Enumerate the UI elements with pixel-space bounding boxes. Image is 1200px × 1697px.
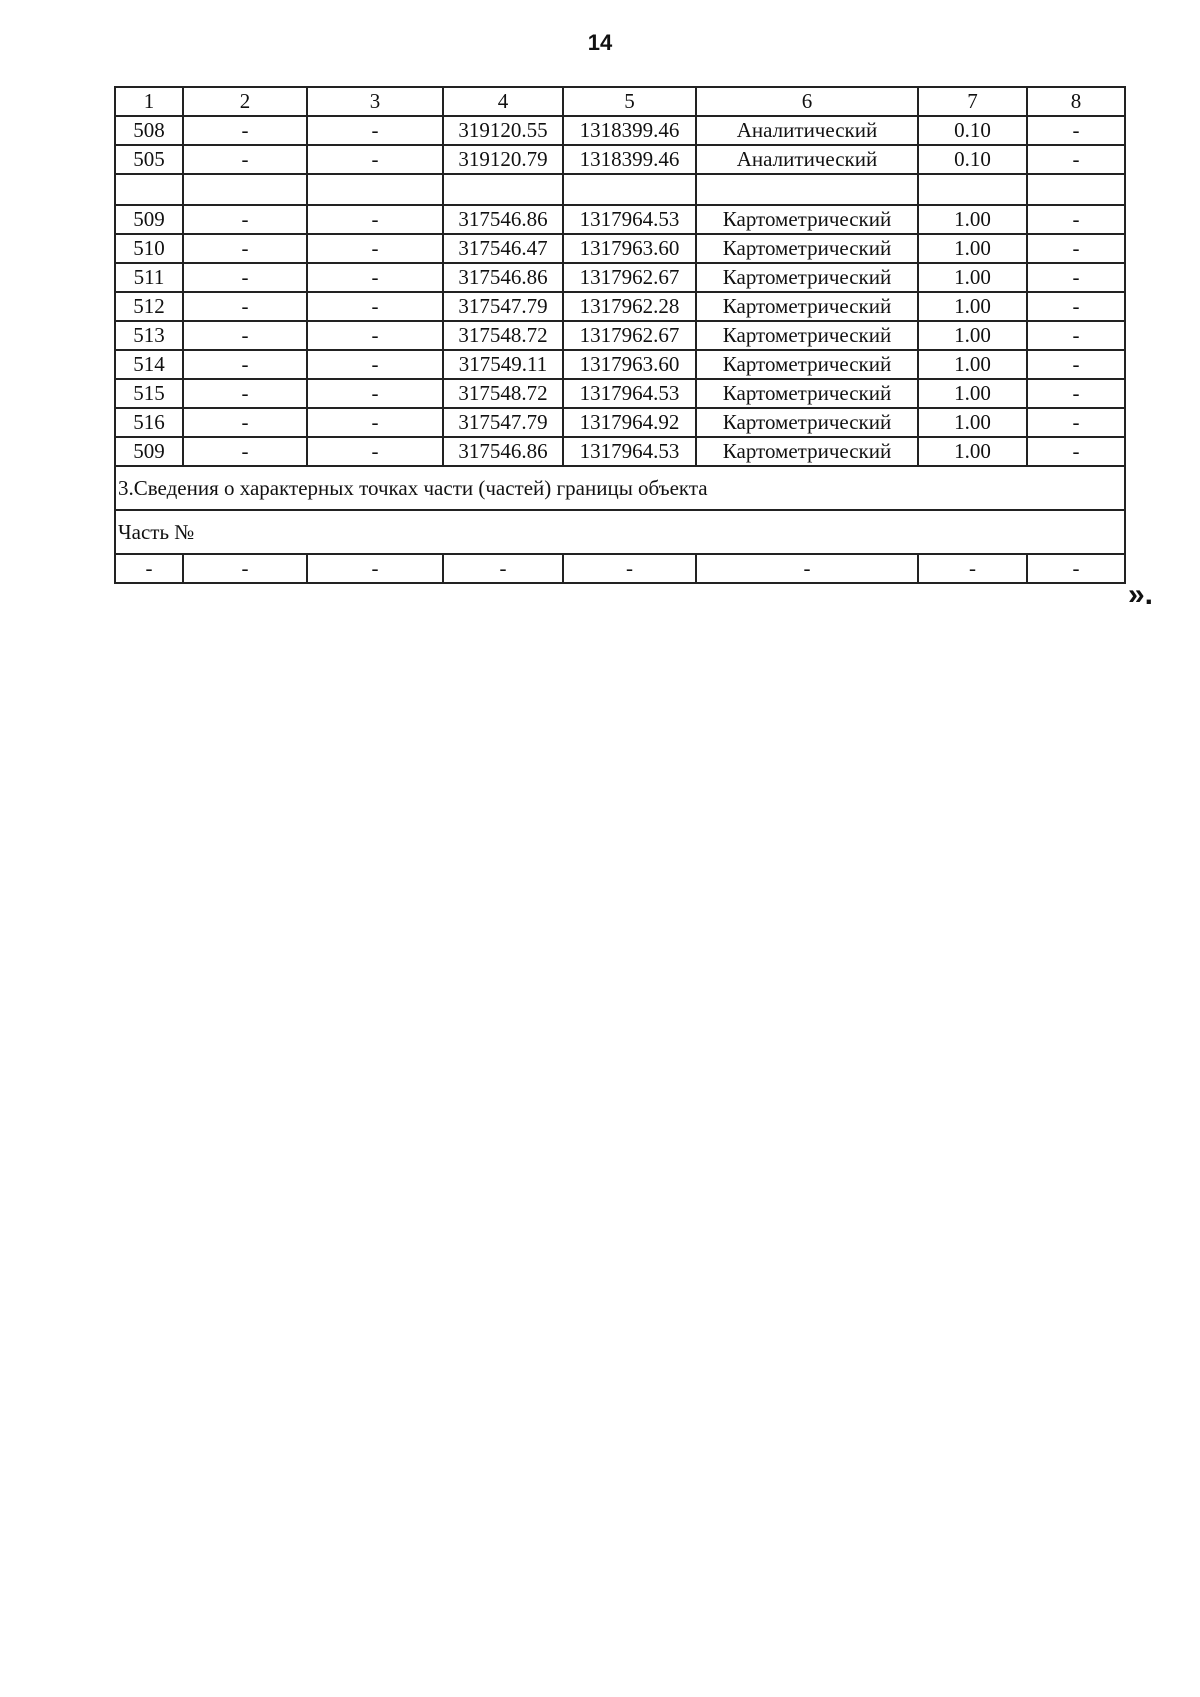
cell-col-8: - bbox=[1027, 145, 1125, 174]
cell-col-2: - bbox=[183, 145, 307, 174]
cell-accuracy: 1.00 bbox=[918, 205, 1027, 234]
cell-col-3: - bbox=[307, 350, 443, 379]
cell-coord-x: 319120.55 bbox=[443, 116, 563, 145]
table-row bbox=[115, 205, 1125, 234]
cell-method: Картометрический bbox=[696, 350, 918, 379]
cell-coord-y: 1318399.46 bbox=[563, 116, 696, 145]
cell-col-3: - bbox=[307, 116, 443, 145]
cell-point-number: 508 bbox=[115, 116, 183, 145]
cell-col-2: - bbox=[183, 437, 307, 466]
cell-point-number: 1 bbox=[115, 87, 183, 116]
cell-method: Картометрический bbox=[696, 408, 918, 437]
table-body bbox=[115, 87, 1125, 583]
cell-method: Картометрический bbox=[696, 205, 918, 234]
cell-col-2: - bbox=[183, 350, 307, 379]
table-header-row bbox=[115, 87, 1125, 116]
cell-point-number: 509 bbox=[115, 437, 183, 466]
cell-coord-x: 317548.72 bbox=[443, 379, 563, 408]
cell-col-3: - bbox=[307, 321, 443, 350]
cell-empty bbox=[696, 174, 918, 205]
cell-empty bbox=[307, 174, 443, 205]
cell-empty bbox=[443, 174, 563, 205]
cell-coord-x: 317549.11 bbox=[443, 350, 563, 379]
cell-col-8: - bbox=[1027, 350, 1125, 379]
cell-col-8: - bbox=[1027, 263, 1125, 292]
cell-col-2: - bbox=[183, 205, 307, 234]
cell-col-3: - bbox=[307, 263, 443, 292]
cell-col-2: - bbox=[183, 408, 307, 437]
part-label-row bbox=[115, 510, 1125, 554]
cell-point-number: 515 bbox=[115, 379, 183, 408]
cell-col-8: - bbox=[1027, 292, 1125, 321]
cell-coord-x: 317548.72 bbox=[443, 321, 563, 350]
cell-method: Картометрический bbox=[696, 379, 918, 408]
cell-coord-x: 317546.47 bbox=[443, 234, 563, 263]
cell-coord-y: 5 bbox=[563, 87, 696, 116]
cell-col-8: - bbox=[1027, 321, 1125, 350]
section-title-row-text: 3.Сведения о характерных точках части (частей) границы объекта bbox=[115, 466, 1125, 510]
cell-accuracy: 1.00 bbox=[918, 350, 1027, 379]
cell-col-3: - bbox=[307, 292, 443, 321]
cell-method: Картометрический bbox=[696, 263, 918, 292]
cell-empty bbox=[183, 174, 307, 205]
cell-point-number: - bbox=[115, 554, 183, 583]
cell-coord-x: 4 bbox=[443, 87, 563, 116]
cell-point-number: 510 bbox=[115, 234, 183, 263]
closing-quote-mark: ». bbox=[1128, 578, 1154, 611]
empty-row bbox=[115, 174, 1125, 205]
cell-accuracy: 1.00 bbox=[918, 321, 1027, 350]
cell-coord-x: 317546.86 bbox=[443, 205, 563, 234]
cell-col-3: - bbox=[307, 234, 443, 263]
cell-col-3: - bbox=[307, 554, 443, 583]
cell-coord-y: 1317963.60 bbox=[563, 350, 696, 379]
cell-col-2: - bbox=[183, 234, 307, 263]
table-row bbox=[115, 234, 1125, 263]
cell-coord-x: 317547.79 bbox=[443, 292, 563, 321]
cell-accuracy: 1.00 bbox=[918, 234, 1027, 263]
cell-coord-y: 1318399.46 bbox=[563, 145, 696, 174]
section-title-row bbox=[115, 466, 1125, 510]
page-number: 14 bbox=[587, 30, 613, 55]
table-row bbox=[115, 437, 1125, 466]
cell-col-3: 3 bbox=[307, 87, 443, 116]
cell-col-2: - bbox=[183, 554, 307, 583]
table-row bbox=[115, 116, 1125, 145]
cell-col-8: - bbox=[1027, 437, 1125, 466]
cell-point-number: 505 bbox=[115, 145, 183, 174]
cell-method: - bbox=[696, 554, 918, 583]
cell-coord-x: 319120.79 bbox=[443, 145, 563, 174]
cell-coord-y: - bbox=[563, 554, 696, 583]
cell-col-3: - bbox=[307, 145, 443, 174]
cell-method: Картометрический bbox=[696, 437, 918, 466]
cell-point-number: 509 bbox=[115, 205, 183, 234]
table-row bbox=[115, 408, 1125, 437]
cell-col-2: 2 bbox=[183, 87, 307, 116]
table-row bbox=[115, 379, 1125, 408]
cell-accuracy: 0.10 bbox=[918, 145, 1027, 174]
cell-coord-y: 1317962.67 bbox=[563, 263, 696, 292]
cell-point-number: 516 bbox=[115, 408, 183, 437]
table-row-last bbox=[115, 554, 1125, 583]
cell-coord-y: 1317962.28 bbox=[563, 292, 696, 321]
cell-col-8: 8 bbox=[1027, 87, 1125, 116]
cell-col-8: - bbox=[1027, 554, 1125, 583]
cell-coord-x: - bbox=[443, 554, 563, 583]
cell-empty bbox=[115, 174, 183, 205]
cell-col-8: - bbox=[1027, 408, 1125, 437]
cell-method: Аналитический bbox=[696, 145, 918, 174]
cell-col-8: - bbox=[1027, 379, 1125, 408]
cell-accuracy: 1.00 bbox=[918, 263, 1027, 292]
cell-method: Картометрический bbox=[696, 321, 918, 350]
cell-col-2: - bbox=[183, 379, 307, 408]
cell-col-8: - bbox=[1027, 205, 1125, 234]
cell-point-number: 511 bbox=[115, 263, 183, 292]
cell-empty bbox=[563, 174, 696, 205]
cell-col-3: - bbox=[307, 437, 443, 466]
cell-empty bbox=[918, 174, 1027, 205]
coordinates-table bbox=[114, 86, 1126, 584]
cell-coord-y: 1317964.53 bbox=[563, 379, 696, 408]
cell-col-8: - bbox=[1027, 116, 1125, 145]
cell-col-2: - bbox=[183, 321, 307, 350]
table-row bbox=[115, 263, 1125, 292]
cell-col-3: - bbox=[307, 379, 443, 408]
cell-coord-y: 1317964.53 bbox=[563, 437, 696, 466]
cell-col-3: - bbox=[307, 205, 443, 234]
cell-method: Аналитический bbox=[696, 116, 918, 145]
cell-coord-x: 317546.86 bbox=[443, 263, 563, 292]
cell-col-8: - bbox=[1027, 234, 1125, 263]
cell-accuracy: 0.10 bbox=[918, 116, 1027, 145]
cell-accuracy: 1.00 bbox=[918, 437, 1027, 466]
table-row bbox=[115, 350, 1125, 379]
cell-accuracy: 7 bbox=[918, 87, 1027, 116]
cell-col-2: - bbox=[183, 292, 307, 321]
cell-point-number: 513 bbox=[115, 321, 183, 350]
cell-accuracy: 1.00 bbox=[918, 408, 1027, 437]
cell-col-2: - bbox=[183, 263, 307, 292]
cell-method: Картометрический bbox=[696, 292, 918, 321]
table-row bbox=[115, 321, 1125, 350]
cell-coord-x: 317547.79 bbox=[443, 408, 563, 437]
cell-coord-y: 1317964.92 bbox=[563, 408, 696, 437]
cell-point-number: 512 bbox=[115, 292, 183, 321]
table-row bbox=[115, 145, 1125, 174]
cell-accuracy: 1.00 bbox=[918, 379, 1027, 408]
part-label-row-text: Часть № bbox=[115, 510, 1125, 554]
cell-col-2: - bbox=[183, 116, 307, 145]
cell-method: 6 bbox=[696, 87, 918, 116]
cell-accuracy: - bbox=[918, 554, 1027, 583]
cell-empty bbox=[1027, 174, 1125, 205]
cell-accuracy: 1.00 bbox=[918, 292, 1027, 321]
cell-method: Картометрический bbox=[696, 234, 918, 263]
cell-coord-y: 1317963.60 bbox=[563, 234, 696, 263]
table-row bbox=[115, 292, 1125, 321]
cell-point-number: 514 bbox=[115, 350, 183, 379]
cell-coord-y: 1317962.67 bbox=[563, 321, 696, 350]
cell-col-3: - bbox=[307, 408, 443, 437]
cell-coord-x: 317546.86 bbox=[443, 437, 563, 466]
cell-coord-y: 1317964.53 bbox=[563, 205, 696, 234]
